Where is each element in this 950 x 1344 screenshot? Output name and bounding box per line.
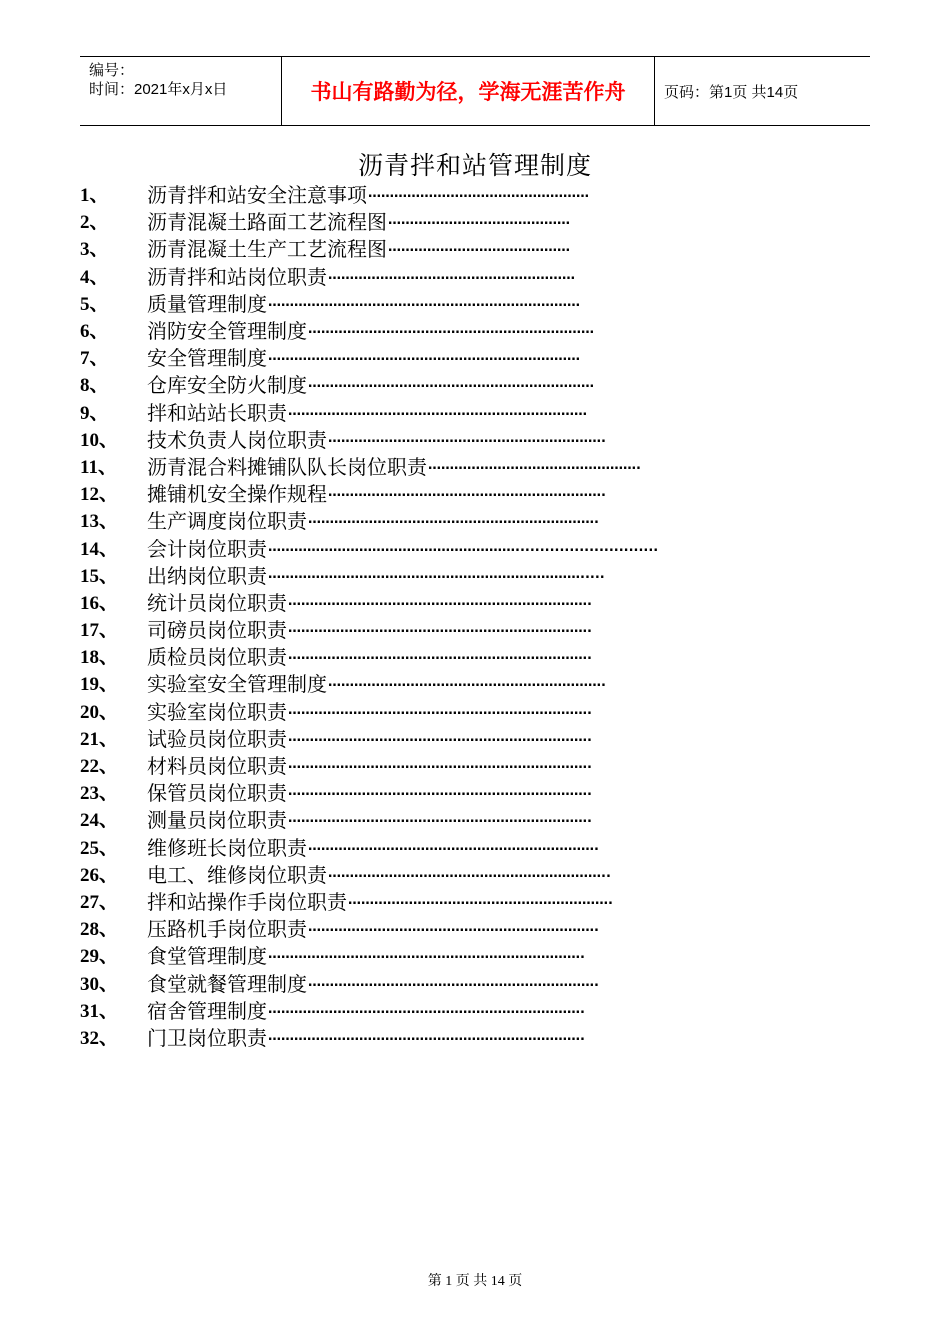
toc-item-number: 14、 <box>80 538 119 560</box>
toc-item[interactable] <box>80 968 800 995</box>
toc-item-title: 会计岗位职责 <box>147 536 267 561</box>
header-motto <box>281 57 655 125</box>
toc-item[interactable] <box>80 805 800 832</box>
toc-item-title: 仓库安全防火制度 <box>147 373 307 398</box>
toc-item-title: 食堂管理制度 <box>147 944 267 969</box>
toc-item-leader-dots: …………………………………… <box>388 213 570 229</box>
toc-item[interactable] <box>80 370 800 397</box>
toc-item-title: 试验员岗位职责 <box>147 726 287 751</box>
toc-item-leader-dots: ……………………………………………………………. <box>288 593 592 609</box>
toc-item-leader-dots: ………………………………………………………………. <box>268 947 585 963</box>
toc-item-number: 30、 <box>80 973 119 995</box>
header-page-info <box>655 57 870 125</box>
toc-item[interactable] <box>80 751 800 778</box>
toc-item[interactable] <box>80 180 800 207</box>
toc-item-title: 摊铺机安全操作规程 <box>147 482 327 507</box>
page-header <box>80 56 870 126</box>
toc-item-title: 生产调度岗位职责 <box>147 509 307 534</box>
toc-item-number: 20、 <box>80 701 119 723</box>
toc-item-leader-dots: ……………………………………………………………. <box>288 729 592 745</box>
toc-item-leader-dots: ……………………………………………………………….....‌ <box>268 566 605 582</box>
toc-item-title: 沥青混凝土路面工艺流程图 <box>147 210 387 235</box>
toc-item-number: 32、 <box>80 1027 119 1049</box>
document-number-label: 编号： <box>89 62 135 79</box>
toc-item-number: 10、 <box>80 429 119 451</box>
toc-item-number: 27、 <box>80 891 119 913</box>
toc-item[interactable] <box>80 452 800 479</box>
toc-item-leader-dots: ………………………………………………………. <box>328 430 606 446</box>
toc-item-title: 电工、维修岗位职责 <box>147 862 327 887</box>
page-info-text: 页码：第1页 共14页 <box>664 83 799 101</box>
toc-item[interactable] <box>80 697 800 724</box>
toc-item-title: 质检员岗位职责 <box>147 645 287 670</box>
toc-item-leader-dots: ………………………………………………………………. <box>268 1028 585 1044</box>
toc-item-title: 安全管理制度 <box>147 346 267 371</box>
toc-item-number: 23、 <box>80 783 119 805</box>
toc-item-title: 质量管理制度 <box>147 291 267 316</box>
toc-item-leader-dots: ………………………………………………… <box>328 267 575 283</box>
toc-item-title: 出纳岗位职责 <box>147 563 267 588</box>
toc-item-leader-dots: …………………………………………………………. <box>308 974 599 990</box>
toc-item-number: 26、 <box>80 864 119 886</box>
toc-item[interactable] <box>80 289 800 316</box>
toc-item-number: 28、 <box>80 919 119 941</box>
toc-item-number: 24、 <box>80 810 119 832</box>
toc-item[interactable] <box>80 316 800 343</box>
toc-item-title: 维修班长岗位职责 <box>147 835 307 860</box>
toc-item-leader-dots: ……………………………………………………………. <box>288 702 592 718</box>
toc-item-number: 6、 <box>80 321 109 343</box>
toc-item-number: 18、 <box>80 647 119 669</box>
toc-item[interactable] <box>80 533 800 560</box>
toc-item[interactable] <box>80 833 800 860</box>
toc-item-number: 3、 <box>80 239 109 261</box>
motto-text: 书山有路勤为径，学海无涯苦作舟 <box>310 80 626 104</box>
toc-item-title: 材料员岗位职责 <box>147 754 287 779</box>
toc-item[interactable] <box>80 941 800 968</box>
toc-item[interactable] <box>80 669 800 696</box>
toc-item-number: 1、 <box>80 185 109 207</box>
toc-item-leader-dots: ……………………………………………………….. <box>328 865 611 881</box>
toc-item[interactable] <box>80 506 800 533</box>
toc-item[interactable] <box>80 724 800 751</box>
toc-item-title: 技术负责人岗位职责 <box>147 427 327 452</box>
toc-item-title: 实验室安全管理制度 <box>147 672 327 697</box>
toc-item-number: 9、 <box>80 402 109 424</box>
toc-item-leader-dots: …………………………………………………………. <box>308 920 599 936</box>
document-title: 沥青拌和站管理制度 <box>357 151 592 180</box>
toc-item-title: 测量员岗位职责 <box>147 808 287 833</box>
toc-item-leader-dots: ……………………………………………………………. <box>288 811 592 827</box>
toc-item[interactable] <box>80 425 800 452</box>
toc-item-leader-dots: …………………………………………. <box>428 457 641 473</box>
toc-item[interactable] <box>80 398 800 425</box>
toc-item-number: 25、 <box>80 837 119 859</box>
toc-item-title: 食堂就餐管理制度 <box>147 971 307 996</box>
toc-item[interactable] <box>80 887 800 914</box>
toc-item[interactable] <box>80 234 800 261</box>
header-meta <box>80 57 281 125</box>
toc-item-leader-dots: …………………………………………………………. <box>308 512 599 528</box>
toc-item-title: 沥青拌和站岗位职责 <box>147 264 327 289</box>
toc-item[interactable] <box>80 860 800 887</box>
toc-item-title: 压路机手岗位职责 <box>147 917 307 942</box>
toc-item-title: 实验室岗位职责 <box>147 699 287 724</box>
toc-item-number: 5、 <box>80 293 109 315</box>
toc-item[interactable] <box>80 262 800 289</box>
toc-item-title: 消防安全管理制度 <box>147 319 307 344</box>
toc-item-title: 沥青混合料摊铺队队长岗位职责 <box>147 454 427 479</box>
toc-item[interactable] <box>80 561 800 588</box>
toc-item-number: 12、 <box>80 484 119 506</box>
toc-item-number: 16、 <box>80 592 119 614</box>
toc-item-number: 31、 <box>80 1000 119 1022</box>
table-of-contents <box>80 180 800 1050</box>
document-date: 时间：2021年x月x日 <box>89 81 228 98</box>
toc-item-leader-dots: …………………………………… <box>388 240 570 256</box>
toc-item[interactable] <box>80 479 800 506</box>
toc-item-leader-dots: …………………………………………… <box>368 186 589 202</box>
toc-item[interactable] <box>80 778 800 805</box>
toc-item-number: 17、 <box>80 620 119 642</box>
toc-item-leader-dots: ……………………………………………………………. <box>288 784 592 800</box>
toc-item-leader-dots: ………………………………………………………… <box>308 376 594 392</box>
toc-item-number: 15、 <box>80 565 119 587</box>
toc-item[interactable] <box>80 642 800 669</box>
toc-item-title: 拌和站操作手岗位职责 <box>147 889 347 914</box>
toc-item-number: 13、 <box>80 511 119 533</box>
toc-item-leader-dots: ………………………………………………………. <box>328 485 606 501</box>
toc-item-number: 4、 <box>80 266 109 288</box>
toc-item-number: 2、 <box>80 212 109 234</box>
toc-item[interactable] <box>80 914 800 941</box>
toc-item-number: 21、 <box>80 728 119 750</box>
toc-item-title: 沥青拌和站安全注意事项 <box>147 183 367 208</box>
toc-item-title: 沥青混凝土生产工艺流程图 <box>147 237 387 262</box>
toc-item-number: 8、 <box>80 375 109 397</box>
toc-item-number: 19、 <box>80 674 119 696</box>
toc-item[interactable] <box>80 996 800 1023</box>
toc-item-leader-dots: ……………………………………………………………. <box>288 648 592 664</box>
toc-item-leader-dots: ………………………………………………………… <box>308 322 594 338</box>
toc-item[interactable] <box>80 343 800 370</box>
toc-item[interactable] <box>80 1023 800 1050</box>
toc-item-title: 统计员岗位职责 <box>147 590 287 615</box>
toc-item[interactable] <box>80 615 800 642</box>
toc-item-number: 22、 <box>80 756 119 778</box>
toc-item-leader-dots: …………………………………………………………. <box>308 838 599 854</box>
toc-item-leader-dots: ………………………………………………………………. <box>268 1001 585 1017</box>
toc-item-title: 拌和站站长职责 <box>147 400 287 425</box>
toc-item-title: 司磅员岗位职责 <box>147 618 287 643</box>
toc-item-leader-dots: ……………………………………………………………. <box>288 621 592 637</box>
toc-item-leader-dots: …………………………………………………………… <box>288 403 587 419</box>
page-footer: 第 1 页 共 14 页 <box>427 1274 523 1289</box>
toc-item-leader-dots: ……………………………………………………………. <box>288 757 592 773</box>
toc-item[interactable] <box>80 207 800 234</box>
toc-item-leader-dots: …………………………………………………............................. <box>268 539 659 555</box>
toc-item-leader-dots: ………………………………………………………. <box>328 675 606 691</box>
toc-item-leader-dots: ……………………………………………………………… <box>268 294 580 310</box>
toc-item[interactable] <box>80 588 800 615</box>
toc-item-number: 11、 <box>80 456 117 478</box>
toc-item-number: 29、 <box>80 946 119 968</box>
toc-item-leader-dots: ……………………………………………………………… <box>268 349 580 365</box>
toc-item-title: 保管员岗位职责 <box>147 781 287 806</box>
toc-item-title: 门卫岗位职责 <box>147 1025 267 1050</box>
toc-item-number: 7、 <box>80 348 109 370</box>
toc-item-leader-dots: ……………………………………………………. <box>348 892 613 908</box>
toc-item-title: 宿舍管理制度 <box>147 998 267 1023</box>
